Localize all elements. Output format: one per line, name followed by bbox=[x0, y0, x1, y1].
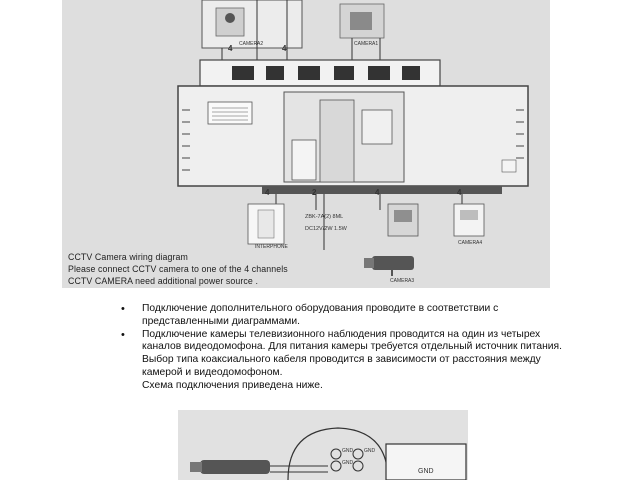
channel-label: 4 bbox=[457, 188, 462, 197]
terminal-label: GND bbox=[342, 448, 354, 454]
instruction-notes bbox=[118, 303, 563, 393]
camera-label: CAMERA3 bbox=[390, 278, 415, 284]
wiring-diagram-figure bbox=[62, 0, 550, 288]
cable-spec: DC12V/2W 1.5W bbox=[305, 226, 347, 232]
terminal-label: GND bbox=[342, 460, 354, 466]
caption-line: CCTV CAMERA need additional power source . bbox=[68, 276, 258, 286]
connection-diagram-figure bbox=[178, 410, 468, 480]
terminal-label: GND bbox=[364, 448, 376, 454]
channel-label: 4 bbox=[282, 44, 287, 53]
camera-label: CAMERA1 bbox=[354, 41, 379, 47]
channel-label: 2 bbox=[312, 188, 317, 197]
camera-label: CAMERA4 bbox=[458, 240, 483, 246]
caption-line: Please connect CCTV camera to one of the 4 channels bbox=[68, 264, 288, 274]
note-item: • Подключение камеры телевизионного наблюдения проводится на один из четырех каналов видеодомофона. Для питания камеры требуется отдельный источник питания. Выбор типа коаксиального кабеля проводится в зависимости от расстояния между камерой и видеодомофоном. bbox=[118, 329, 563, 380]
channel-label: 4 bbox=[375, 188, 380, 197]
camera-label: INTERPHONE bbox=[255, 244, 288, 250]
channel-label: 4 bbox=[228, 44, 233, 53]
channel-label: 4 bbox=[265, 188, 270, 197]
cable-spec: ZBK-7A(2) 8ML bbox=[305, 214, 344, 220]
note-tail: Схема подключения приведена ниже. bbox=[142, 379, 323, 391]
caption-line: CCTV Camera wiring diagram bbox=[68, 252, 188, 262]
terminal-label: GND bbox=[418, 468, 434, 475]
note-item: • Подключение дополнительного оборудования проводите в соответствии с представленными диаграммами. bbox=[118, 303, 563, 329]
camera-label: CAMERA2 bbox=[239, 41, 264, 47]
